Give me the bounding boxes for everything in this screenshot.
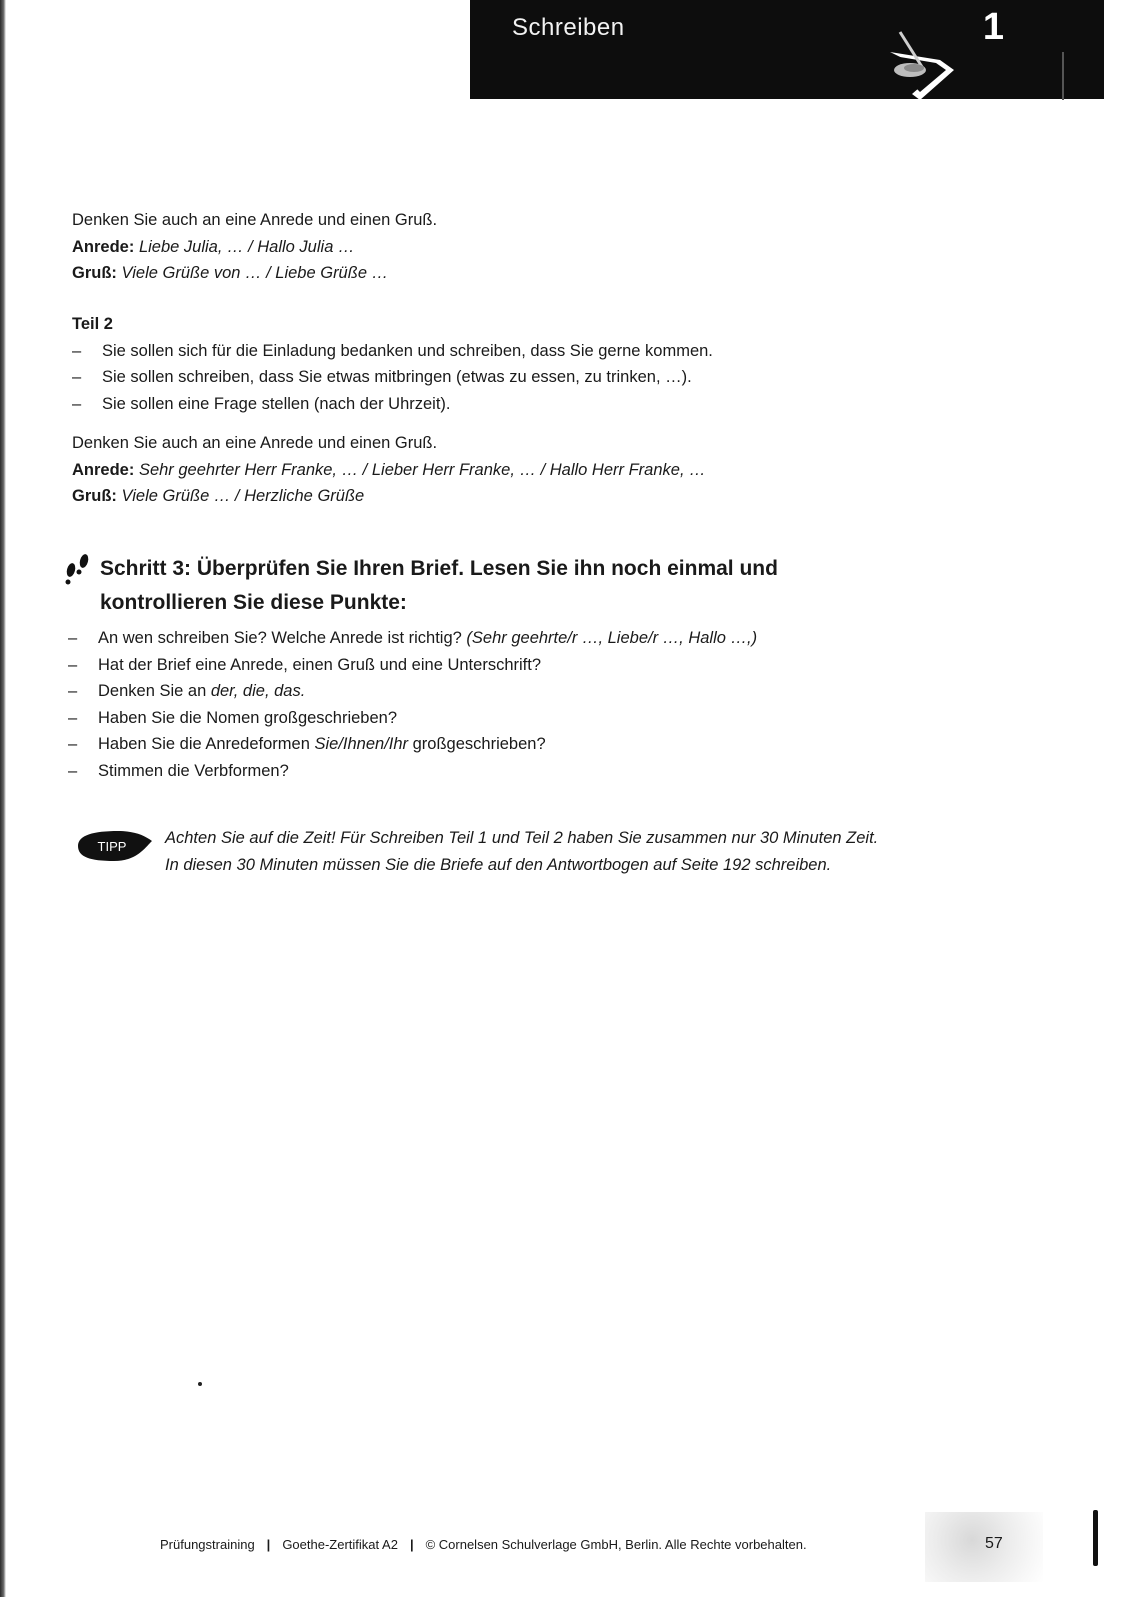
intro-line: Denken Sie auch an eine Anrede und einen Gruß. bbox=[72, 211, 438, 229]
teil2-title: Teil 2 bbox=[72, 315, 113, 333]
teil2-list bbox=[72, 338, 832, 418]
footer-item: Prüfungstraining bbox=[160, 1537, 255, 1552]
intro-block bbox=[72, 207, 437, 287]
footer-separator: | bbox=[409, 1537, 414, 1552]
scan-edge bbox=[0, 0, 6, 1597]
footer-copyright: © Cornelsen Schulverlage GmbH, Berlin. Alle Rechte vorbehalten. bbox=[425, 1537, 807, 1552]
margin-mark bbox=[1093, 1510, 1098, 1566]
list-item: – Denken Sie an der, die, das. bbox=[68, 678, 868, 705]
tipp-badge bbox=[72, 827, 152, 865]
scan-speck bbox=[198, 1382, 202, 1386]
list-item: – Hat der Brief eine Anrede, einen Gruß und eine Unterschrift? bbox=[68, 652, 868, 679]
intro-gruss: Gruß: Viele Grüße von … / Liebe Grüße … bbox=[72, 264, 389, 282]
page-number: 57 bbox=[985, 1535, 1003, 1552]
list-item: – Haben Sie die Anredeformen Sie/Ihnen/Ihr großgeschrieben? bbox=[68, 731, 868, 758]
footprints-icon bbox=[62, 552, 94, 588]
list-item: – Sie sollen schreiben, dass Sie etwas mitbringen (etwas zu essen, zu trinken, …). bbox=[72, 364, 832, 391]
chapter-header bbox=[470, 0, 1104, 99]
intro-anrede: Anrede: Liebe Julia, … / Hallo Julia … bbox=[72, 237, 355, 256]
teil2-note-block bbox=[72, 430, 832, 510]
chapter-number: 1 bbox=[982, 6, 1004, 48]
page-number-background bbox=[925, 1512, 1043, 1582]
teil2-block bbox=[72, 311, 832, 417]
schritt3-list bbox=[68, 625, 868, 784]
header-title: Schreiben bbox=[512, 14, 625, 41]
tipp-label: TIPP bbox=[97, 839, 127, 854]
list-item: – Sie sollen sich für die Einladung bedanken und schreiben, dass Sie gerne kommen. bbox=[72, 338, 832, 365]
list-item: – Sie sollen eine Frage stellen (nach der Uhrzeit). bbox=[72, 391, 832, 418]
pen-writing-icon bbox=[880, 30, 960, 102]
footer-item: Goethe-Zertifikat A2 bbox=[282, 1537, 398, 1552]
schritt3-block bbox=[68, 625, 868, 784]
footer bbox=[160, 1537, 807, 1552]
teil2-anrede: Anrede: Sehr geehrter Herr Franke, … / Lieber Herr Franke, … / Hallo Herr Franke, … bbox=[72, 460, 706, 479]
list-item: – Stimmen die Verbformen? bbox=[68, 758, 868, 785]
teil2-note: Denken Sie auch an eine Anrede und einen Gruß. bbox=[72, 434, 438, 452]
footer-separator: | bbox=[266, 1537, 271, 1552]
tab-edge bbox=[1062, 52, 1064, 100]
schritt3-title: Schritt 3: Überprüfen Sie Ihren Brief. Lesen Sie ihn noch einmal und kontrollieren Sie diese Punkte: bbox=[100, 557, 778, 614]
tipp-text: Achten Sie auf die Zeit! Für Schreiben Teil 1 und Teil 2 haben Sie zusammen nur 30 Minuten Zeit. In diesen 30 Minuten müssen Sie die Briefe auf den Antwortbogen auf Seite 192 schreiben. bbox=[165, 829, 879, 874]
teil2-gruss: Gruß: Viele Grüße … / Herzliche Grüße bbox=[72, 487, 365, 505]
list-item: – An wen schreiben Sie? Welche Anrede ist richtig? (Sehr geehrte/r …, Liebe/r …, Hallo …,) bbox=[68, 625, 868, 652]
list-item: – Haben Sie die Nomen großgeschrieben? bbox=[68, 705, 868, 732]
